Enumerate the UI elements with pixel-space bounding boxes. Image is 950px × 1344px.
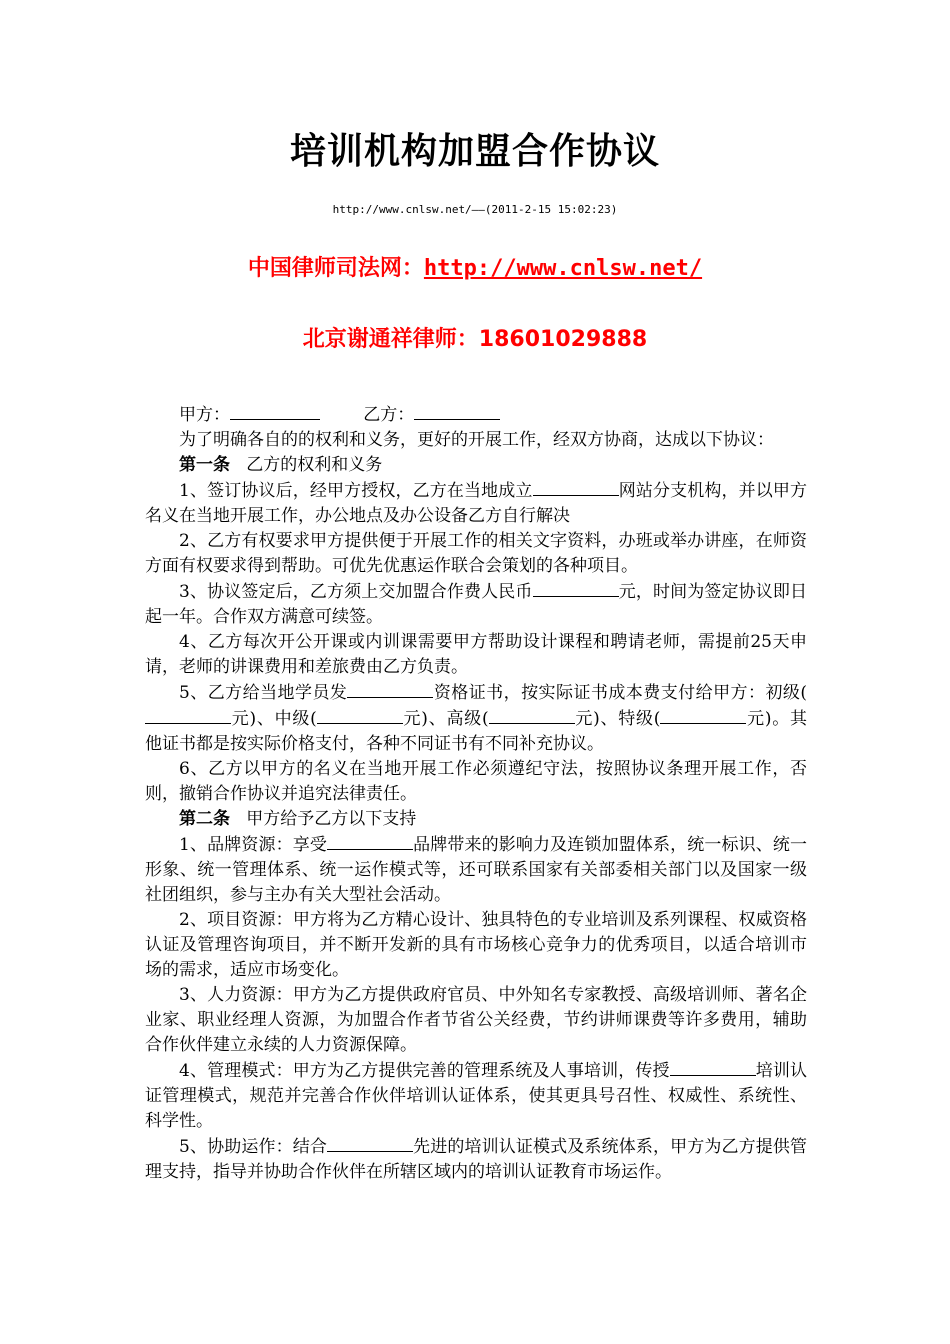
source-line: http://www.cnlsw.net/——(2011-2-15 15:02:23) bbox=[332, 203, 618, 216]
article-2-title: 甲方给予乙方以下支持 bbox=[246, 809, 417, 829]
agreement-body bbox=[145, 402, 807, 1185]
article-2-item-5 bbox=[145, 1134, 807, 1185]
article-2-item-4 bbox=[145, 1058, 807, 1134]
party-a-label: 甲方： bbox=[179, 405, 230, 425]
article-2-number: 第二条 bbox=[179, 809, 230, 829]
article-1-item-1 bbox=[145, 478, 807, 529]
article-1-item-6: 6、乙方以甲方的名义在当地开展工作必须遵纪守法，按照协议条理开展工作，否则，撤销合作协议并追究法律责任。 bbox=[145, 759, 807, 804]
document-title: 培训机构加盟合作协议 bbox=[289, 131, 660, 172]
fill-blank bbox=[489, 706, 575, 724]
article-1-item-2: 2、乙方有权要求甲方提供便于开展工作的相关文字资料，办班或举办讲座，在师资方面有权要求得到帮助。可优先优惠运作联合会策划的各种项目。 bbox=[145, 531, 807, 576]
party-b-label: 乙方： bbox=[363, 405, 415, 425]
fill-blank bbox=[327, 1134, 413, 1152]
item-text: 5、协助运作：结合 bbox=[179, 1137, 327, 1157]
article-1-number: 第一条 bbox=[179, 455, 230, 475]
item-text: 元)。其他证书都是按实际价格支付，各种不同证书有不同补充协议。 bbox=[145, 709, 808, 754]
fill-blank bbox=[145, 706, 231, 724]
article-1-item-3 bbox=[145, 579, 807, 630]
site-link[interactable]: http://www.cnlsw.net/ bbox=[423, 256, 703, 281]
party-a-blank bbox=[230, 402, 320, 420]
item-text: 元)、高级( bbox=[402, 709, 489, 729]
item-text: 1、品牌资源：享受 bbox=[179, 835, 327, 855]
article-1-title: 乙方的权利和义务 bbox=[246, 455, 383, 475]
item-text: 品牌带来的影响力及连锁加盟体系，统一标识、统一形象、统一管理体系、统一运作模式等，还可联系国家有关部委相关部门以及国家一级社团组织，参与主办有关大型社会活动。 bbox=[145, 835, 807, 905]
article-2-item-1 bbox=[145, 832, 807, 908]
fill-blank bbox=[533, 478, 619, 496]
item-text: 元)、中级( bbox=[231, 709, 317, 729]
article-2-heading bbox=[145, 807, 807, 832]
item-text: 元)、特级( bbox=[574, 709, 661, 729]
intro-paragraph: 为了明确各自的的权利和义务，更好的开展工作，经双方协商，达成以下协议： bbox=[179, 430, 774, 450]
article-2-item-3: 3、人力资源：甲方为乙方提供政府官员、中外知名专家教授、高级培训师、著名企业家、职业经理人资源，为加盟合作者节省公关经费，节约讲师课费等许多费用，辅助合作伙伴建立永续的人力资源保障。 bbox=[145, 985, 807, 1055]
article-2-item-2: 2、项目资源：甲方将为乙方精心设计、独具特色的专业培训及系列课程、权威资格认证及管理咨询项目，并不断开发新的具有市场核心竞争力的优秀项目，以适合培训市场的需求，适应市场变化。 bbox=[145, 910, 807, 980]
article-1-item-5 bbox=[145, 680, 807, 757]
item-text: 3、协议签定后，乙方须上交加盟合作费人民币 bbox=[179, 582, 533, 602]
article-1-item-4: 4、乙方每次开公开课或内训课需要甲方帮助设计课程和聘请老师，需提前25天申请，老师的讲课费用和差旅费由乙方负责。 bbox=[145, 632, 807, 677]
item-text: 1、签订协议后，经甲方授权，乙方在当地成立 bbox=[179, 481, 533, 501]
item-text: 先进的培训认证模式及系统体系，甲方为乙方提供管理支持，指导并协助合作伙伴在所辖区域内的培训认证教育市场运作。 bbox=[145, 1137, 807, 1182]
party-b-blank bbox=[414, 402, 500, 420]
item-text: 4、管理模式：甲方为乙方提供完善的管理系统及人事培训，传授 bbox=[179, 1061, 670, 1081]
item-text: 培训认证管理模式，规范并完善合作伙伴培训认证体系，使其更具号召性、权威性、系统性、科学性。 bbox=[145, 1061, 808, 1131]
item-text: 元，时间为签定协议即日起一年。合作双方满意可续签。 bbox=[145, 582, 807, 627]
article-1-heading bbox=[145, 453, 807, 478]
fill-blank bbox=[327, 832, 413, 850]
fill-blank bbox=[347, 680, 433, 698]
site-line bbox=[0, 254, 950, 284]
parties-line bbox=[145, 402, 807, 428]
fill-blank bbox=[660, 706, 746, 724]
fill-blank bbox=[533, 579, 619, 597]
lawyer-line: 北京谢通祥律师：18601029888 bbox=[302, 327, 648, 352]
item-text: 资格证书，按实际证书成本费支付给甲方：初级( bbox=[433, 683, 807, 703]
site-label: 中国律师司法网： bbox=[247, 256, 424, 281]
fill-blank bbox=[317, 706, 403, 724]
fill-blank bbox=[670, 1058, 756, 1076]
item-text: 网站分支机构，并以甲方名义在当地开展工作，办公地点及办公设备乙方自行解决 bbox=[145, 481, 807, 526]
item-text: 5、乙方给当地学员发 bbox=[179, 683, 348, 703]
